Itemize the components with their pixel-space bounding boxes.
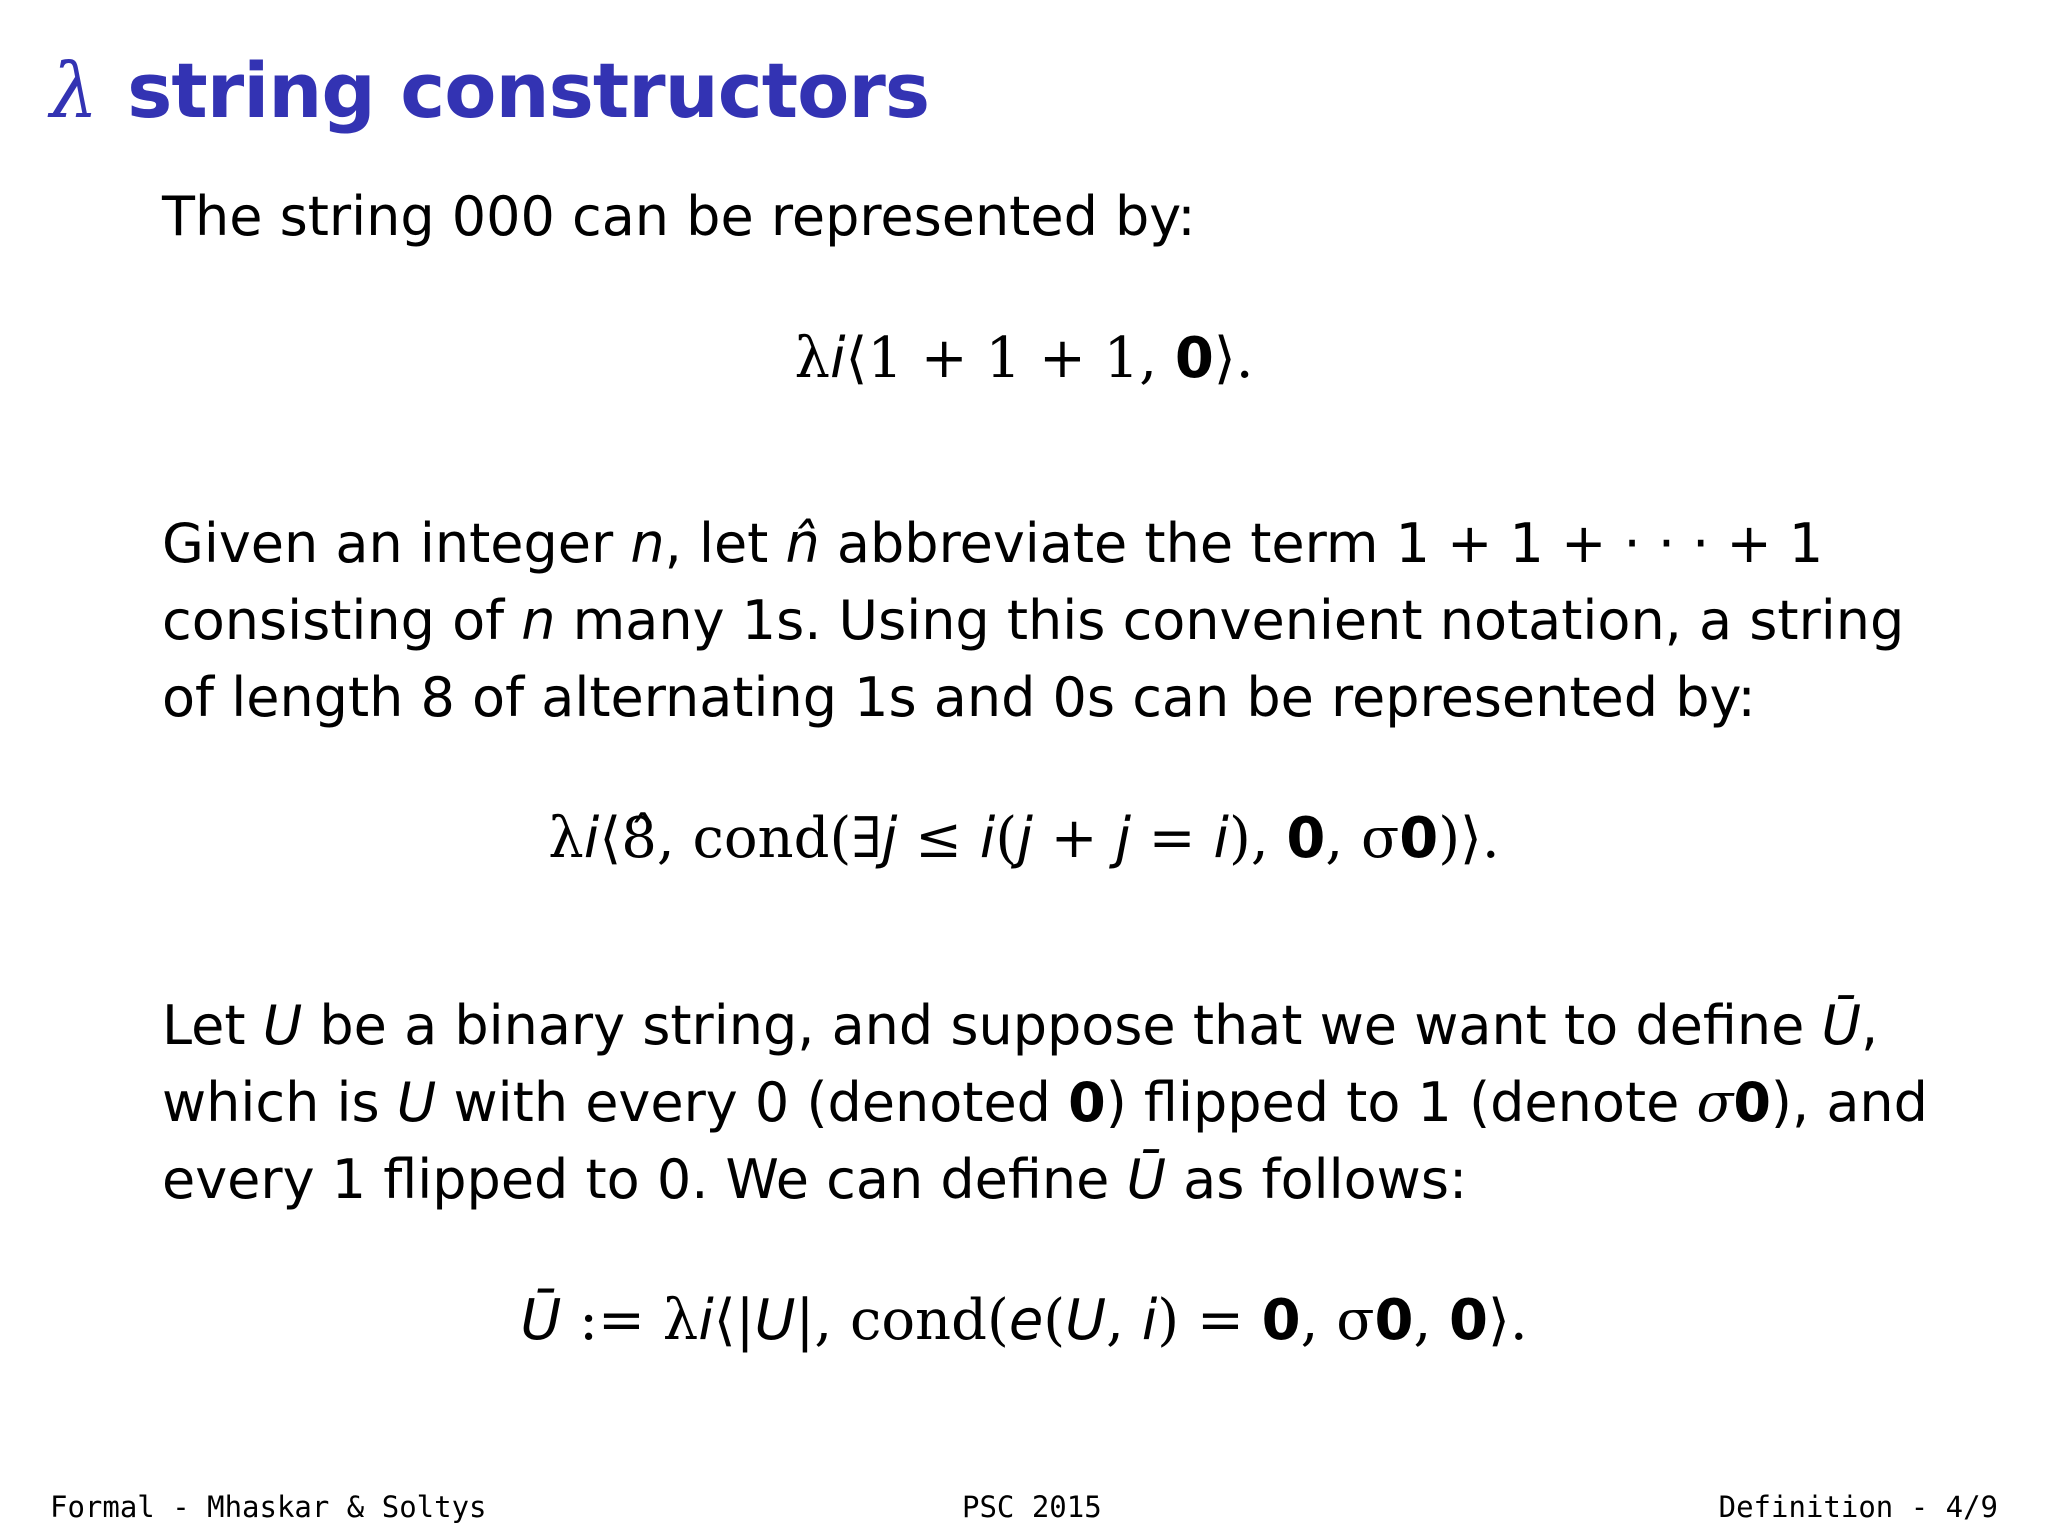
p3-Ubar2: Ū bbox=[1126, 1148, 1166, 1211]
p2-l2a: consisting of bbox=[162, 589, 522, 652]
eq2-j3: j bbox=[1115, 806, 1131, 871]
p2-l2b: many 1s. Using this convenient notation, a string bbox=[555, 589, 1905, 652]
p3-l2d: ), and bbox=[1770, 1071, 1928, 1134]
eq3-close1: ) = bbox=[1157, 1288, 1262, 1353]
eq3-i2: i bbox=[1141, 1288, 1158, 1353]
eq2-i3: i bbox=[1213, 806, 1229, 871]
eq2-j: j bbox=[881, 806, 898, 871]
footer bbox=[0, 1490, 2048, 1530]
p2-nhat: n̂ bbox=[785, 512, 820, 575]
eq2-i: i bbox=[583, 806, 600, 871]
eq1-zero: 0 bbox=[1174, 326, 1214, 391]
eq2-p-open: ( bbox=[995, 806, 1018, 871]
eq3-cond: cond bbox=[849, 1288, 987, 1353]
p3-l1b: be a binary string, and suppose that we want to define bbox=[302, 994, 1822, 1057]
p3-l2c: ) flipped to 1 (denote bbox=[1105, 1071, 1697, 1134]
p3-l3a: every 1 flipped to 0. We can define bbox=[162, 1148, 1127, 1211]
title-lambda-symbol: λ bbox=[50, 46, 98, 135]
eq3-comma3: , bbox=[1413, 1288, 1450, 1353]
paragraph-1-text: The string 000 can be represented by: bbox=[162, 185, 1196, 248]
eq3-i: i bbox=[698, 1288, 714, 1353]
eq1-sum: 1 + 1 + 1, bbox=[867, 326, 1158, 391]
eq3-open: ( bbox=[986, 1288, 1009, 1353]
p3-l3b: as follows: bbox=[1166, 1148, 1468, 1211]
slide-title bbox=[50, 46, 929, 135]
eq1-lambda: λ bbox=[794, 326, 830, 391]
eq2-lambda: λ bbox=[548, 806, 584, 871]
p3-l1a: Let bbox=[162, 994, 263, 1057]
eq3-abs: |, bbox=[795, 1288, 850, 1353]
paragraph-3-line-1 bbox=[162, 987, 1922, 1064]
equation-2 bbox=[0, 806, 2048, 871]
p3-l2a: which is bbox=[162, 1071, 397, 1134]
eq3-Ubar: Ū bbox=[520, 1288, 562, 1353]
paragraph-2 bbox=[162, 505, 1922, 736]
eq3-comma: , bbox=[1106, 1288, 1142, 1353]
eq1-rang: ⟩. bbox=[1213, 326, 1254, 391]
p3-zero2: 0 bbox=[1733, 1071, 1771, 1134]
eq3-paren: ( bbox=[1043, 1288, 1066, 1353]
eq1-i: i bbox=[829, 326, 846, 391]
equation-1 bbox=[0, 326, 2048, 391]
eq2-open: (∃ bbox=[829, 806, 882, 871]
p3-l1c: , bbox=[1861, 994, 1879, 1057]
eq2-j2: j bbox=[1017, 806, 1033, 871]
p2-n2: n bbox=[521, 589, 556, 652]
p3-Ubar: Ū bbox=[1821, 994, 1862, 1057]
eq2-cond: cond bbox=[692, 806, 830, 871]
paragraph-2-line-2 bbox=[162, 582, 1922, 659]
paragraph-3-line-3 bbox=[162, 1141, 1922, 1218]
title-text: string constructors bbox=[127, 46, 930, 135]
p3-sigma: σ bbox=[1696, 1071, 1734, 1134]
paragraph-3 bbox=[162, 987, 1928, 1218]
eq2-eq: = bbox=[1130, 806, 1214, 871]
eq2-comma2: , σ bbox=[1325, 806, 1400, 871]
p3-U: U bbox=[262, 994, 303, 1057]
footer-center: PSC 2015 bbox=[962, 1490, 1102, 1524]
p3-U2: U bbox=[396, 1071, 437, 1134]
eq3-U2: U bbox=[1065, 1288, 1107, 1353]
footer-right: Definition - 4/9 bbox=[1718, 1490, 1998, 1524]
eq2-lang: ⟨ bbox=[599, 806, 622, 871]
p2-n: n bbox=[630, 512, 665, 575]
paragraph-2-line-1 bbox=[162, 505, 1922, 582]
eq2-le: ≤ bbox=[897, 806, 980, 871]
eq2-p-close: ), bbox=[1228, 806, 1287, 871]
p2-l1b: , let bbox=[664, 512, 786, 575]
eq3-lang: ⟨| bbox=[713, 1288, 755, 1353]
p3-l2b: with every 0 (denoted bbox=[436, 1071, 1069, 1134]
eq2-comma1: , bbox=[656, 806, 693, 871]
eq2-zero2: 0 bbox=[1399, 806, 1439, 871]
p3-zero: 0 bbox=[1068, 1071, 1106, 1134]
eq3-zero3: 0 bbox=[1449, 1288, 1489, 1353]
eq3-zero: 0 bbox=[1261, 1288, 1301, 1353]
paragraph-3-line-2 bbox=[162, 1064, 1928, 1141]
paragraph-2-line-3: of length 8 of alternating 1s and 0s can be represented by: bbox=[162, 666, 1756, 729]
eq2-eight: 8̂ bbox=[621, 806, 657, 871]
footer-left: Formal - Mhaskar & Soltys bbox=[50, 1490, 487, 1524]
eq2-close: )⟩. bbox=[1438, 806, 1500, 871]
p2-l1a: Given an integer bbox=[162, 512, 631, 575]
eq2-plus: + bbox=[1032, 806, 1116, 871]
eq3-assign: := λ bbox=[561, 1288, 699, 1353]
eq3-U: U bbox=[754, 1288, 796, 1353]
paragraph-1 bbox=[162, 178, 1922, 255]
eq3-e: e bbox=[1008, 1288, 1044, 1353]
eq3-zero2: 0 bbox=[1374, 1288, 1414, 1353]
eq2-i2: i bbox=[979, 806, 996, 871]
p2-l1c: abbreviate the term 1 + 1 + · · · + 1 bbox=[819, 512, 1824, 575]
eq3-rang: ⟩. bbox=[1488, 1288, 1528, 1353]
equation-3 bbox=[0, 1288, 2048, 1353]
eq2-zero: 0 bbox=[1286, 806, 1326, 871]
eq3-comma2: , σ bbox=[1300, 1288, 1375, 1353]
eq1-lang: ⟨ bbox=[845, 326, 868, 391]
